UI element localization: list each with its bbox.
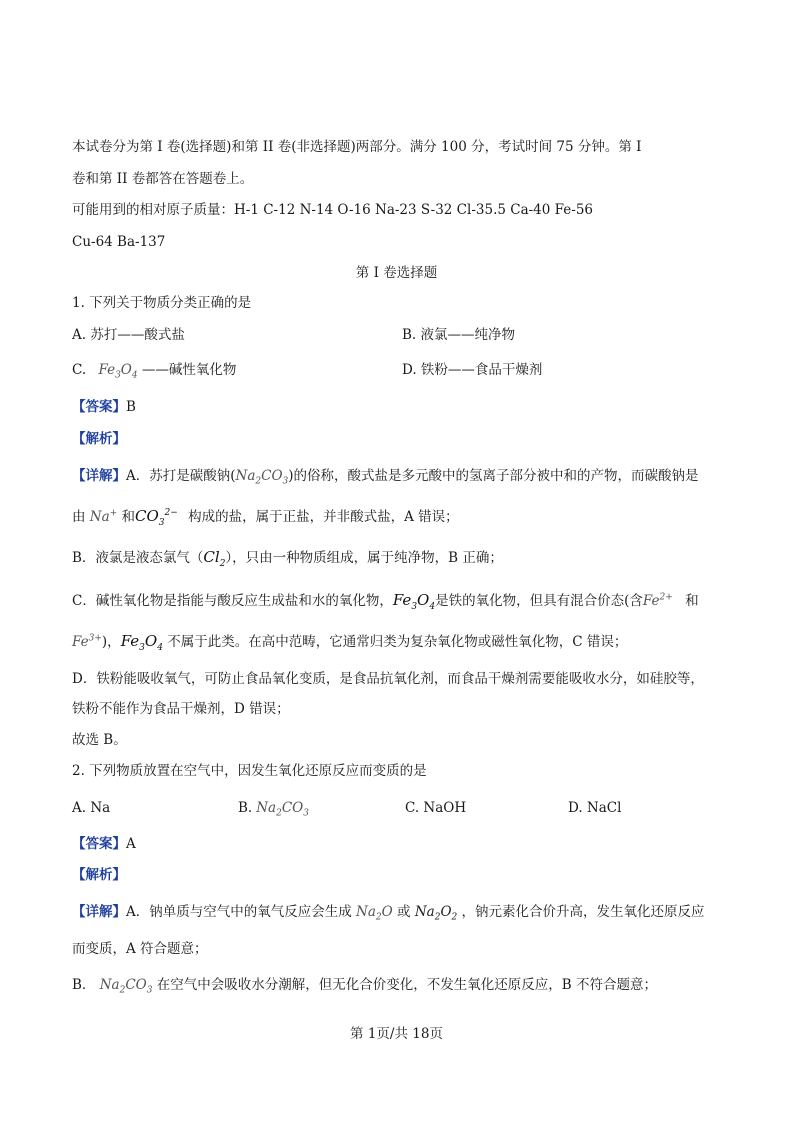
fe3-ion-formula: $Fe^{3+}$: [72, 633, 102, 650]
text: B.: [238, 800, 253, 816]
page-footer: 第 1页/共 18页: [350, 1026, 443, 1042]
fe3o4-formula: $Fe_3O_4$: [120, 632, 163, 653]
q2-answer: [72, 834, 136, 854]
q1-detail-line-7: 铁粉不能作为食品干燥剂，D 错误；: [72, 701, 290, 717]
q1-option-a: A. 苏打——酸式盐: [72, 327, 185, 343]
text: 是铁的氧化物，但具有混合价态(含: [435, 593, 643, 609]
text: ，钠元素化合价升高，发生氧化还原反应: [461, 904, 705, 920]
q1-option-d: D. 铁粉——食品干燥剂: [402, 362, 543, 378]
cl2-formula: $Cl_2$: [203, 548, 226, 569]
detail-tag: 【详解】: [72, 468, 126, 484]
analysis-tag: 【解析】: [72, 867, 126, 883]
q1-analysis-tag: [72, 429, 126, 449]
answer-value: B: [126, 399, 136, 415]
text: 构成的盐，属于正盐，并非酸式盐，A 错误；: [188, 509, 459, 525]
na-ion-formula: Na+: [89, 508, 118, 525]
text: 和: [121, 509, 136, 525]
q2-analysis-tag: [72, 865, 126, 885]
text: 由: [72, 509, 86, 525]
answer-tag: 【答案】: [72, 399, 126, 415]
na2co3-formula: $Na_2CO_3$: [99, 977, 153, 996]
q1-option-c-text: ——碱性氧化物: [141, 362, 237, 378]
q1-answer: [72, 397, 136, 417]
carbonate-ion-formula: $CO_3^{2-}$: [135, 507, 178, 528]
q1-conclusion: 故选 B。: [72, 732, 127, 748]
fe3o4-formula: $Fe_3O_4$: [98, 362, 138, 381]
atomic-mass-line-1: 可能用到的相对原子质量：H-1 C-12 N-14 O-16 Na-23 S-32 Cl-35.5 Ca-40 Fe-56: [72, 202, 594, 218]
q2-option-a: A. Na: [72, 800, 111, 816]
q2-option-c: C. NaOH: [405, 800, 467, 816]
intro-line-2: 卷和第 II 卷都答在答题卷上。: [72, 171, 254, 187]
text: 或: [397, 904, 411, 920]
text: )，: [101, 634, 121, 650]
q1-detail-line-3: [72, 547, 503, 568]
q2-option-d: D. NaCl: [568, 800, 622, 816]
text: A．苏打是碳酸钠(: [126, 468, 236, 484]
q1-option-c-prefix: C.: [72, 362, 87, 378]
na2o2-formula: $Na_2O_2$: [414, 904, 458, 923]
q2-stem: 2. 下列物质放置在空气中，因发生氧化还原反应而变质的是: [72, 763, 427, 779]
fe2-ion-formula: $Fe^{2+}$: [642, 592, 673, 609]
q1-detail-line-6: D．铁粉能吸收氧气，可防止食品氧化变质，是食品抗氧化剂，而食品干燥剂需要能吸收水分，如硅胶等，: [72, 671, 704, 687]
answer-tag: 【答案】: [72, 836, 126, 852]
q2-detail-line-3: [72, 975, 657, 995]
q1-option-c: [72, 360, 236, 380]
text: B．液氯是液态氯气（: [72, 550, 204, 566]
detail-tag: 【详解】: [72, 904, 126, 920]
text: ），只由一种物质组成，属于纯净物，B 正确；: [225, 550, 503, 566]
na2co3-formula: $Na_2CO_3$: [235, 468, 289, 487]
text: )的俗称，酸式盐是多元酸中的氢离子部分被中和的产物，而碳酸钠是: [288, 468, 699, 484]
text: 在空气中会吸收水分潮解，但无化合价变化，不发生氧化还原反应，B 不符合题意；: [156, 977, 657, 993]
na2co3-formula: $Na_2CO_3$: [256, 800, 309, 819]
answer-value: A: [126, 836, 136, 852]
q1-detail-line-1: [72, 466, 699, 486]
analysis-tag: 【解析】: [72, 431, 126, 447]
section-title: 第 I 卷选择题: [355, 265, 438, 281]
intro-line-1: 本试卷分为第 I 卷(选择题)和第 II 卷(非选择题)两部分。满分 100 分，考试时间 75 分钟。第 I: [72, 139, 642, 155]
na2o-formula: $Na_2O$: [356, 904, 393, 923]
q1-detail-line-2: [72, 506, 459, 527]
q1-option-b: B. 液氯——纯净物: [402, 327, 516, 343]
q1-detail-line-5: [72, 631, 627, 652]
q2-detail-line-1: [72, 902, 705, 922]
text: B．: [72, 977, 96, 993]
q2-detail-line-2: 而变质，A 符合题意；: [72, 941, 208, 957]
atomic-mass-line-2: Cu-64 Ba-137: [72, 234, 166, 250]
text: A．钠单质与空气中的氧气反应会生成: [126, 904, 352, 920]
q1-detail-line-4: [72, 590, 699, 611]
q2-option-b: [238, 798, 309, 818]
text: 不属于此类。在高中范畴，它通常归类为复杂氧化物或磁性氧化物，C 错误；: [167, 634, 628, 650]
text: C．碱性氧化物是指能与酸反应生成盐和水的氧化物，: [72, 593, 393, 609]
q1-stem: 1. 下列关于物质分类正确的是: [72, 295, 252, 311]
fe3o4-formula: $Fe_3O_4$: [392, 591, 436, 612]
text: 和: [685, 593, 699, 609]
